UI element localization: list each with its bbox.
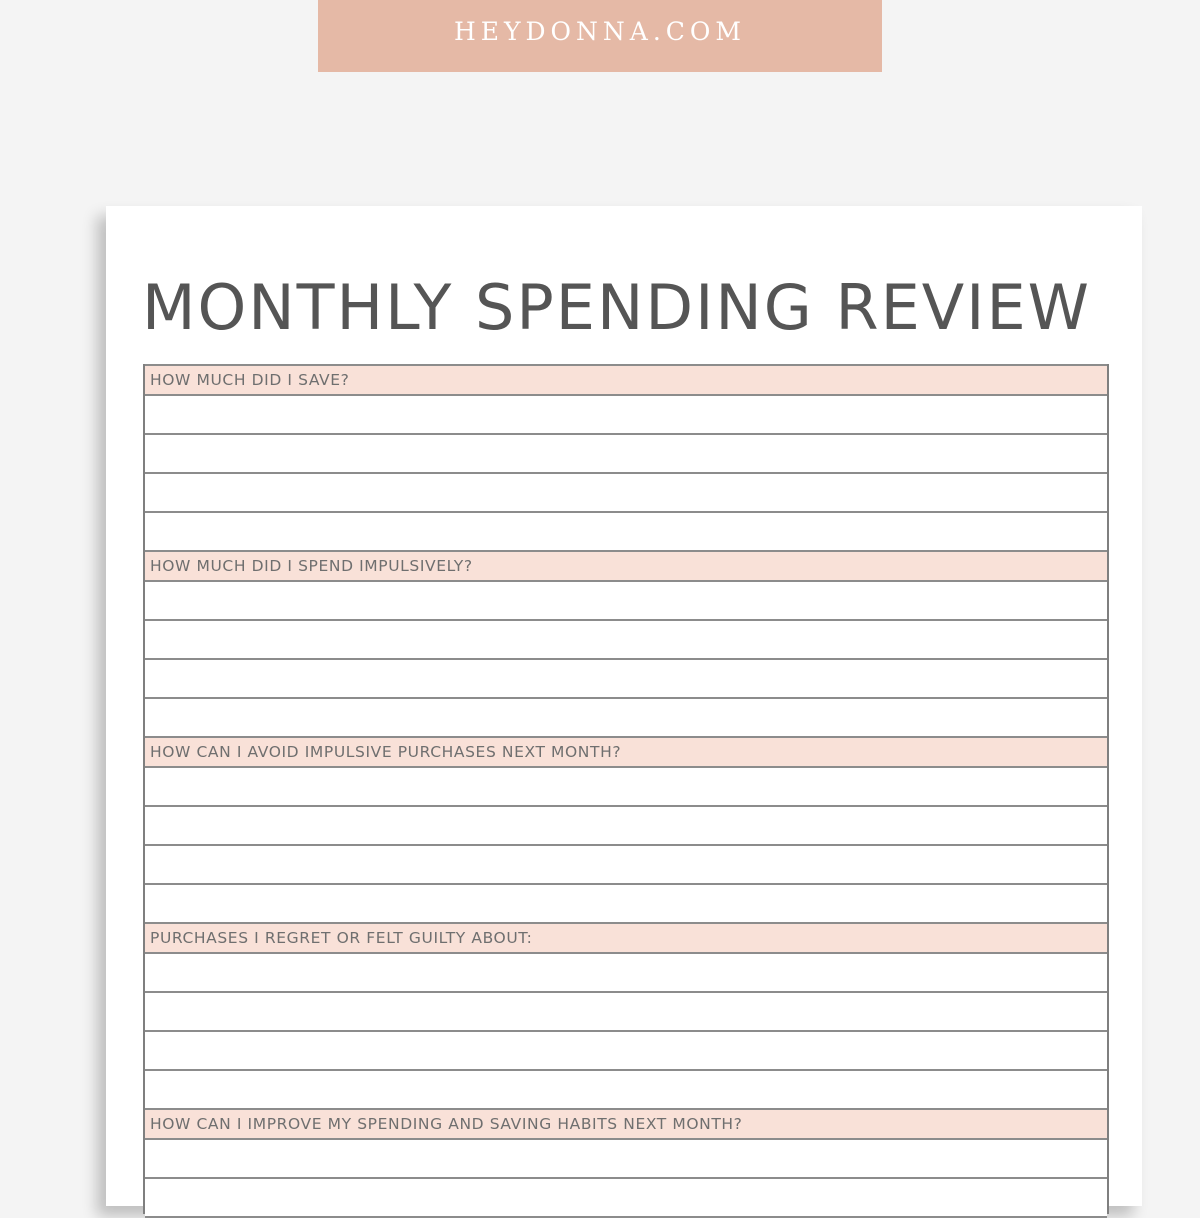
worksheet-table xyxy=(143,364,1109,1214)
answer-line[interactable] xyxy=(145,513,1107,550)
question-section xyxy=(145,364,1107,550)
answer-line[interactable] xyxy=(145,1032,1107,1071)
brand-banner xyxy=(318,0,882,72)
question-label: HOW MUCH DID I SAVE? xyxy=(150,371,350,389)
question-label: HOW CAN I AVOID IMPULSIVE PURCHASES NEXT MONTH? xyxy=(150,743,622,761)
question-section xyxy=(145,1108,1107,1218)
question-header xyxy=(145,922,1107,954)
answer-line[interactable] xyxy=(145,1140,1107,1179)
answer-line[interactable] xyxy=(145,621,1107,660)
question-header xyxy=(145,364,1107,396)
answer-line[interactable] xyxy=(145,699,1107,736)
answer-line[interactable] xyxy=(145,846,1107,885)
answer-line[interactable] xyxy=(145,474,1107,513)
answer-line[interactable] xyxy=(145,768,1107,807)
question-label: HOW MUCH DID I SPEND IMPULSIVELY? xyxy=(150,557,473,575)
answer-line[interactable] xyxy=(145,396,1107,435)
answer-line[interactable] xyxy=(145,885,1107,922)
question-label: HOW CAN I IMPROVE MY SPENDING AND SAVING HABITS NEXT MONTH? xyxy=(150,1115,743,1133)
question-header xyxy=(145,1108,1107,1140)
question-section xyxy=(145,922,1107,1108)
answer-line[interactable] xyxy=(145,1179,1107,1218)
question-label: PURCHASES I REGRET OR FELT GUILTY ABOUT: xyxy=(150,929,533,947)
answer-line[interactable] xyxy=(145,993,1107,1032)
question-header xyxy=(145,550,1107,582)
brand-name: HEYDONNA.COM xyxy=(453,16,747,46)
answer-line[interactable] xyxy=(145,954,1107,993)
worksheet-page xyxy=(106,206,1142,1206)
question-section xyxy=(145,736,1107,922)
answer-line[interactable] xyxy=(145,582,1107,621)
answer-line[interactable] xyxy=(145,435,1107,474)
answer-line[interactable] xyxy=(145,807,1107,846)
question-section xyxy=(145,550,1107,736)
page-title: MONTHLY SPENDING REVIEW xyxy=(142,271,1091,344)
question-header xyxy=(145,736,1107,768)
answer-line[interactable] xyxy=(145,1071,1107,1108)
answer-line[interactable] xyxy=(145,660,1107,699)
